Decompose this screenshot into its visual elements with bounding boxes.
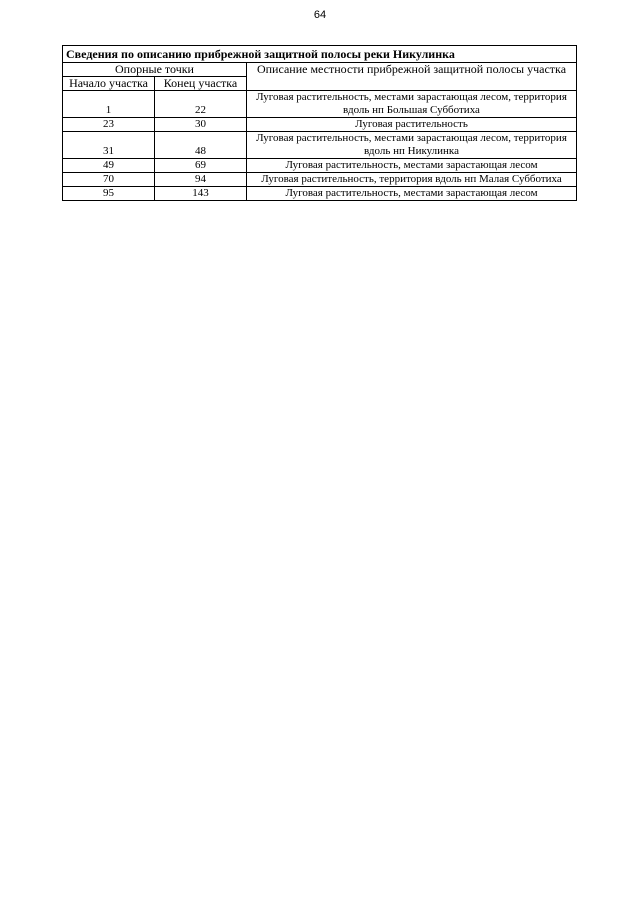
riparian-zone-table xyxy=(62,45,577,201)
table-title-row xyxy=(63,46,577,63)
cell-description: Луговая растительность, местами зарастающая лесом xyxy=(247,159,577,173)
table-row xyxy=(63,187,577,201)
column-header-description: Описание местности прибрежной защитной полосы участка xyxy=(247,63,577,91)
cell-description: Луговая растительность, местами зарастающая лесом xyxy=(247,187,577,201)
table-row xyxy=(63,173,577,187)
cell-start: 1 xyxy=(63,91,155,118)
group-header-reference-points: Опорные точки xyxy=(63,63,247,77)
cell-end: 30 xyxy=(155,118,247,132)
table-row xyxy=(63,91,577,118)
cell-end: 143 xyxy=(155,187,247,201)
cell-start: 95 xyxy=(63,187,155,201)
table-header-row xyxy=(63,63,577,77)
cell-description: Луговая растительность, территория вдоль нп Малая Субботиха xyxy=(247,173,577,187)
table-row xyxy=(63,118,577,132)
table-row xyxy=(63,159,577,173)
cell-description: Луговая растительность xyxy=(247,118,577,132)
cell-end: 48 xyxy=(155,132,247,159)
cell-end: 22 xyxy=(155,91,247,118)
cell-start: 31 xyxy=(63,132,155,159)
cell-description: Луговая растительность, местами зарастающая лесом, территория вдоль нп Никулинка xyxy=(247,132,577,159)
column-header-end: Конец участка xyxy=(155,77,247,91)
table-title: Сведения по описанию прибрежной защитной полосы реки Никулинка xyxy=(63,46,577,63)
cell-end: 69 xyxy=(155,159,247,173)
cell-description: Луговая растительность, местами зарастающая лесом, территория вдоль нп Большая Субботиха xyxy=(247,91,577,118)
cell-start: 70 xyxy=(63,173,155,187)
column-header-start: Начало участка xyxy=(63,77,155,91)
cell-end: 94 xyxy=(155,173,247,187)
cell-start: 49 xyxy=(63,159,155,173)
page-number: 64 xyxy=(313,9,327,21)
cell-start: 23 xyxy=(63,118,155,132)
table-row xyxy=(63,132,577,159)
